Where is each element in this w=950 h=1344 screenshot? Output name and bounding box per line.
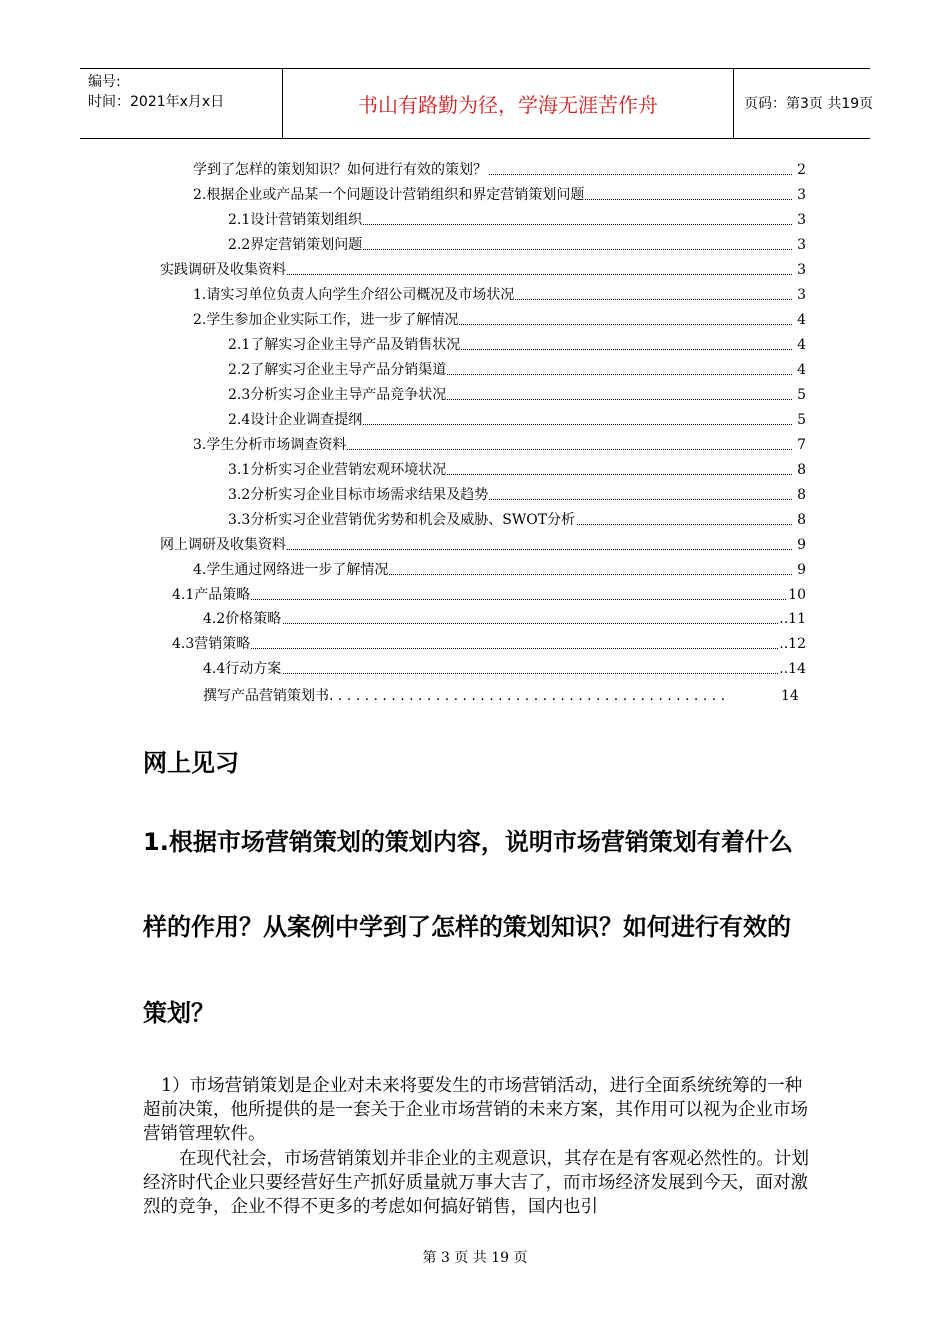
toc-entry-page: 7 — [797, 437, 806, 453]
toc-entry-page: 8 — [797, 462, 806, 478]
toc-leader-dots — [203, 673, 792, 674]
toc-entry-page: 4 — [797, 337, 806, 353]
toc-entry[interactable] — [193, 160, 806, 180]
toc-entry-text: 2.4设计企业调查提纲 — [228, 412, 363, 428]
toc-entry-page: 3 — [797, 287, 806, 303]
toc-entry-text: 4.1产品策略 — [172, 587, 251, 603]
document-time-label: 时间：2021年x月x日 — [88, 94, 225, 110]
document-number-label: 编号: — [88, 74, 121, 90]
question-line-3: 策划？ — [143, 999, 215, 1027]
toc-entry-page: ..14 — [779, 661, 806, 677]
header-left-cell — [80, 69, 282, 138]
toc-entry-page: 8 — [797, 512, 806, 528]
toc-entry[interactable] — [193, 560, 806, 580]
toc-entry-page: ..11 — [779, 611, 806, 627]
toc-entry[interactable] — [203, 659, 806, 679]
toc-entry[interactable] — [193, 185, 806, 205]
toc-entry-text: 3.3分析实习企业营销优劣势和机会及威胁、SWOT分析 — [228, 512, 576, 528]
question-line-2: 样的作用？从案例中学到了怎样的策划知识？如何进行有效的 — [143, 913, 791, 941]
section-title: 网上见习 — [143, 749, 239, 777]
toc-entry-page: ..12 — [779, 636, 806, 652]
toc-leader-dots — [203, 623, 792, 624]
page-header — [80, 68, 874, 139]
toc-entry-page: 14 — [781, 688, 799, 704]
toc-entry-text: 撰写产品营销策划书. . . . . . . . . . . . . . . . . . . . . . . . . . . . . . . . . . . . . . . . . . . . . — [203, 688, 726, 704]
toc-entry-text: 2.1了解实习企业主导产品及销售状况 — [228, 337, 461, 353]
toc-entry-text: 2.学生参加企业实际工作，进一步了解情况 — [193, 312, 459, 328]
toc-entry[interactable] — [228, 210, 806, 230]
toc-entry-text: 4.2价格策略 — [203, 611, 282, 627]
header-motto: 书山有路勤为径，学海无涯苦作舟 — [358, 93, 658, 117]
toc-entry-page: 9 — [797, 562, 806, 578]
toc-entry-last[interactable] — [203, 686, 803, 706]
toc-entry[interactable] — [228, 360, 806, 380]
toc-leader-dots — [172, 599, 792, 600]
toc-entry[interactable] — [228, 335, 806, 355]
toc-entry-text: 学到了怎样的策划知识？如何进行有效的策划？ — [193, 162, 487, 178]
toc-entry[interactable] — [228, 460, 806, 480]
toc-entry-page: 4 — [797, 312, 806, 328]
body-paragraph-2 — [143, 1147, 809, 1219]
toc-entry-page: 3 — [797, 187, 806, 203]
toc-entry-text: 4.3营销策略 — [172, 636, 251, 652]
toc-entry-text: 2.根据企业或产品某一个问题设计营销组织和界定营销策划问题 — [193, 187, 585, 203]
toc-entry[interactable] — [172, 634, 806, 654]
toc-entry-page: 3 — [797, 237, 806, 253]
header-page-label: 页码：第3页 共19页 — [744, 96, 874, 112]
toc-entry[interactable] — [193, 285, 806, 305]
toc-entry-page: 8 — [797, 487, 806, 503]
toc-entry-text: 2.3分析实习企业主导产品竞争状况 — [228, 387, 447, 403]
paragraph-text: 在现代社会，市场营销策划并非企业的主观意识，其存在是有客观必然性的。计划经济时代企业只要经营好生产抓好质量就万事大吉了，而市场经济发展到今天，面对激烈的竞争，企业不得不更多的考虑如何搞好销售，国内也引 — [143, 1149, 809, 1217]
toc-entry[interactable] — [203, 609, 806, 629]
toc-entry-text: 3.2分析实习企业目标市场需求结果及趋势 — [228, 487, 489, 503]
toc-entry-text: 2.1设计营销策划组织 — [228, 212, 363, 228]
toc-entry[interactable] — [172, 585, 806, 605]
toc-entry-page: 3 — [797, 212, 806, 228]
toc-entry[interactable] — [228, 410, 806, 430]
header-motto-cell — [282, 69, 734, 138]
toc-entry-page: 9 — [797, 537, 806, 553]
toc-entry[interactable] — [228, 485, 806, 505]
toc-entry[interactable] — [193, 310, 806, 330]
toc-entry-page: 2 — [797, 162, 806, 178]
body-paragraph-1 — [143, 1074, 809, 1146]
toc-entry-page: 10 — [788, 587, 806, 603]
toc-leader-dots — [172, 648, 792, 649]
toc-entry[interactable] — [228, 510, 806, 530]
toc-entry-text: 3.学生分析市场调查资料 — [193, 437, 347, 453]
toc-entry[interactable] — [160, 260, 806, 280]
toc-entry[interactable] — [160, 535, 806, 555]
toc-entry[interactable] — [193, 435, 806, 455]
toc-entry-page: 5 — [797, 387, 806, 403]
toc-entry-page: 5 — [797, 412, 806, 428]
toc-entry-text: 4.学生通过网络进一步了解情况 — [193, 562, 389, 578]
toc-entry[interactable] — [228, 235, 806, 255]
toc-entry[interactable] — [228, 385, 806, 405]
toc-entry-text: 2.2界定营销策划问题 — [228, 237, 363, 253]
toc-entry-text: 2.2了解实习企业主导产品分销渠道 — [228, 362, 447, 378]
paragraph-text: 1）市场营销策划是企业对未来将要发生的市场营销活动，进行全面系统统筹的一种超前决策，他所提供的是一套关于企业市场营销的未来方案，其作用可以视为企业市场营销管理软件。 — [143, 1076, 808, 1144]
page-footer: 第 3 页 共 19 页 — [422, 1250, 528, 1266]
header-right-cell — [734, 69, 874, 138]
toc-entry-page: 4 — [797, 362, 806, 378]
toc-entry-text: 4.4行动方案 — [203, 661, 282, 677]
toc-entry-text: 网上调研及收集资料 — [160, 537, 286, 553]
toc-entry-text: 1.请实习单位负责人向学生介绍公司概况及市场状况 — [193, 287, 515, 303]
question-line-1: 1.根据市场营销策划的策划内容，说明市场营销策划有着什么 — [143, 828, 793, 856]
toc-entry-text: 实践调研及收集资料 — [160, 262, 286, 278]
toc-entry-page: 3 — [797, 262, 806, 278]
toc-entry-text: 3.1分析实习企业营销宏观环境状况 — [228, 462, 447, 478]
